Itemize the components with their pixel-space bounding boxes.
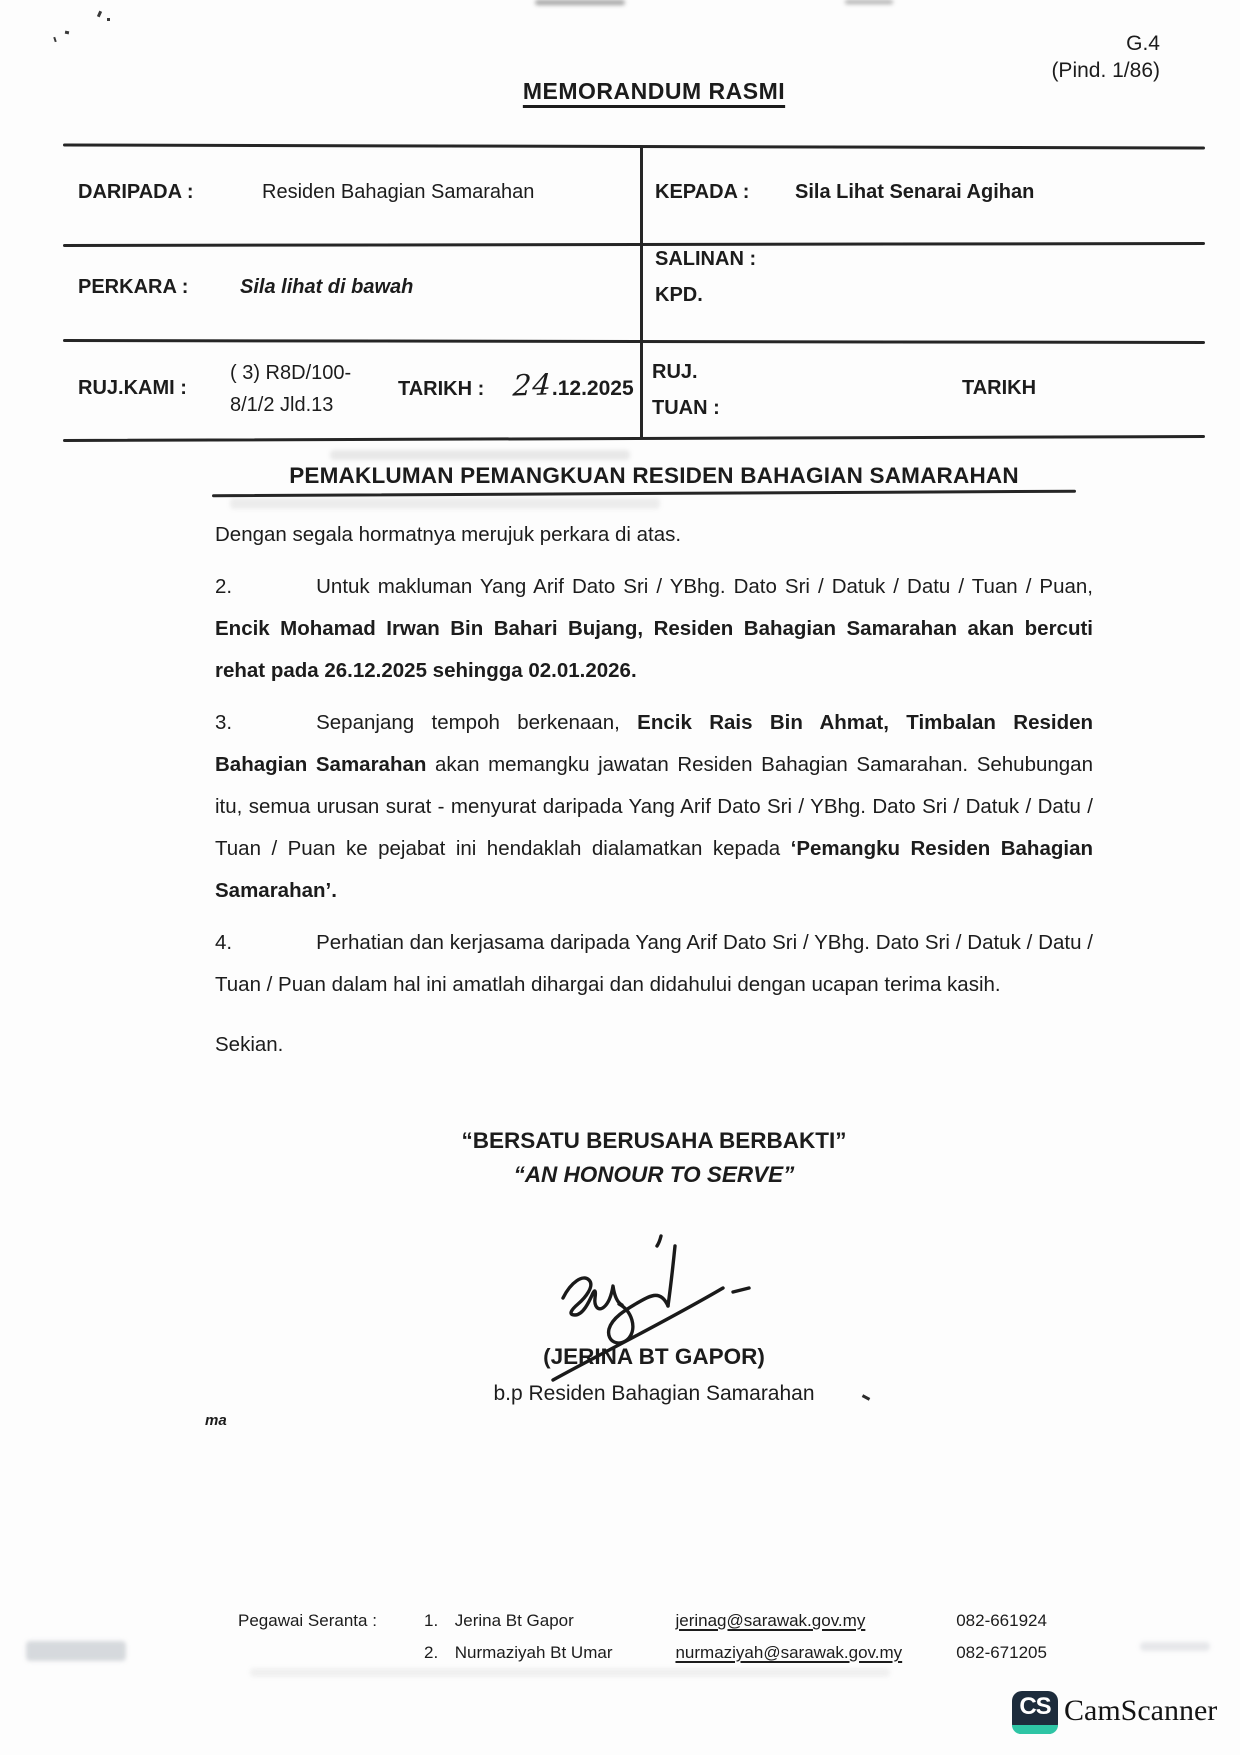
salinan-label: SALINAN : bbox=[655, 248, 757, 270]
para3-normal1: Sepanjang tempoh berkenaan, bbox=[316, 711, 620, 734]
paragraph-2 bbox=[215, 566, 1093, 692]
memo-body bbox=[215, 514, 1093, 1076]
motto-line2: “AN HONOUR TO SERVE” bbox=[513, 1162, 795, 1187]
para1-text: Dengan segala hormatnya merujuk perkara di atas. bbox=[215, 523, 682, 546]
signatory-name: (JERINA BT GAPOR) bbox=[543, 1344, 765, 1369]
table-divider bbox=[640, 146, 643, 438]
scan-smudge bbox=[1140, 1642, 1210, 1651]
tarikh-day-handwritten: 24 bbox=[512, 367, 553, 403]
camscanner-logo-text: CS bbox=[1019, 1693, 1051, 1720]
form-code-block bbox=[950, 30, 1160, 84]
paragraph-4 bbox=[215, 922, 1093, 1006]
form-code: G.4 bbox=[1126, 32, 1160, 55]
contact-phone: 082-671205 bbox=[956, 1643, 1047, 1662]
para3-normal2: akan memangku jawatan Residen Bahagian Samarahan. Sehubungan itu, semua urusan surat - menyurat daripada Yang Arif Dato Sri / YBhg. Dato Sri / Datuk / Datu / Tuan / Puan ke pejabat ini hendaklah dialamatkan kepada bbox=[215, 753, 1093, 860]
table-rule-top bbox=[63, 144, 1205, 150]
initials-note: ma bbox=[205, 1412, 227, 1429]
camscanner-logo-accent bbox=[1012, 1725, 1058, 1734]
contact-row-2 bbox=[424, 1642, 1144, 1664]
scan-speck bbox=[97, 11, 102, 18]
camscanner-brand-text: CamScanner bbox=[1064, 1694, 1218, 1727]
scan-smudge bbox=[230, 498, 660, 509]
ruj-tuan-label bbox=[652, 354, 720, 426]
contact-phone: 082-661924 bbox=[956, 1611, 1047, 1630]
tarikh-rest: .12.2025 bbox=[551, 377, 634, 400]
scan-smudge bbox=[250, 1668, 890, 1677]
contact-email: nurmaziyah@sarawak.gov.my bbox=[675, 1643, 903, 1662]
paragraph-1 bbox=[215, 514, 1093, 556]
scan-smudge bbox=[26, 1641, 126, 1661]
ruj-kami-ref-line2: 8/1/2 Jld.13 bbox=[230, 394, 334, 416]
daripada-label: DARIPADA : bbox=[78, 181, 194, 203]
signatory-on-behalf: b.p Residen Bahagian Samarahan bbox=[493, 1382, 815, 1405]
camscanner-logo-icon bbox=[1012, 1691, 1058, 1734]
perkara-label: PERKARA : bbox=[78, 276, 189, 298]
para4-text: Perhatian dan kerjasama daripada Yang Arif Dato Sri / YBhg. Dato Sri / Datuk / Datu / Tuan / Puan dalam hal ini amatlah dihargai dan didahului dengan ucapan terima kasih. bbox=[215, 931, 1093, 996]
table-rule-3 bbox=[63, 339, 1205, 344]
para2-bold: Encik Mohamad Irwan Bin Bahari Bujang, Residen Bahagian Samarahan akan bercuti rehat pada 26.12.2025 sehingga 02.01.2026. bbox=[215, 617, 1093, 682]
para3-bold2: ‘Pemangku Residen Bahagian Samarahan’. bbox=[215, 837, 1093, 902]
contact-num: 2. bbox=[424, 1643, 439, 1662]
scan-smudge bbox=[535, 0, 625, 5]
closing-text: Sekian. bbox=[215, 1033, 284, 1056]
ruj-kami-ref bbox=[230, 357, 351, 421]
memo-title-wrap bbox=[215, 78, 1093, 105]
ruj-tuan-line1: RUJ. bbox=[652, 361, 698, 383]
tarikh-label: TARIKH : bbox=[398, 378, 485, 400]
subject-underline bbox=[212, 490, 1076, 498]
kepada-value: Sila Lihat Senarai Agihan bbox=[795, 181, 1035, 203]
contact-row-1 bbox=[424, 1610, 1144, 1632]
para2-number: 2. bbox=[215, 575, 233, 598]
ruj-kami-ref-line1: ( 3) R8D/100- bbox=[230, 362, 352, 384]
contact-email: jerinag@sarawak.gov.my bbox=[675, 1611, 866, 1630]
tarikh-value bbox=[513, 368, 634, 402]
memo-title: MEMORANDUM RASMI bbox=[522, 78, 786, 104]
scan-smudge bbox=[845, 0, 893, 4]
scan-smudge bbox=[330, 450, 630, 460]
para3-number: 3. bbox=[215, 711, 233, 734]
para3-bold1: Encik Rais Bin Ahmat, Timbalan Residen Bahagian Samarahan bbox=[215, 711, 1094, 776]
form-revision: (Pind. 1/86) bbox=[1051, 59, 1160, 82]
footer-label: Pegawai Seranta : bbox=[238, 1611, 377, 1630]
table-rule-bottom bbox=[63, 435, 1205, 442]
salinan-kpd: KPD. bbox=[655, 284, 703, 306]
para4-number: 4. bbox=[215, 931, 233, 954]
contact-name: Nurmaziyah Bt Umar bbox=[454, 1643, 613, 1662]
paragraph-3 bbox=[215, 702, 1093, 912]
closing-line bbox=[215, 1024, 1093, 1066]
daripada-value: Residen Bahagian Samarahan bbox=[262, 181, 535, 203]
contact-name: Jerina Bt Gapor bbox=[454, 1611, 574, 1630]
table-rule-2 bbox=[63, 242, 1205, 247]
scan-speck bbox=[65, 31, 69, 35]
subject-heading: PEMAKLUMAN PEMANGKUAN RESIDEN BAHAGIAN SAMARAHAN bbox=[289, 463, 1019, 488]
para2-normal: Untuk makluman Yang Arif Dato Sri / YBhg. Dato Sri / Datuk / Datu / Tuan / Puan, bbox=[316, 575, 1093, 598]
motto-line1: “BERSATU BERUSAHA BERBAKTI” bbox=[461, 1128, 847, 1153]
tarikh2-label: TARIKH bbox=[962, 377, 1037, 399]
scan-speck bbox=[107, 18, 110, 21]
perkara-value: Sila lihat di bawah bbox=[240, 276, 414, 298]
ruj-kami-label: RUJ.KAMI : bbox=[78, 377, 187, 399]
contact-num: 1. bbox=[424, 1611, 439, 1630]
kepada-label: KEPADA : bbox=[655, 181, 750, 203]
ruj-tuan-line2: TUAN : bbox=[652, 397, 720, 419]
scan-speck bbox=[53, 37, 56, 42]
